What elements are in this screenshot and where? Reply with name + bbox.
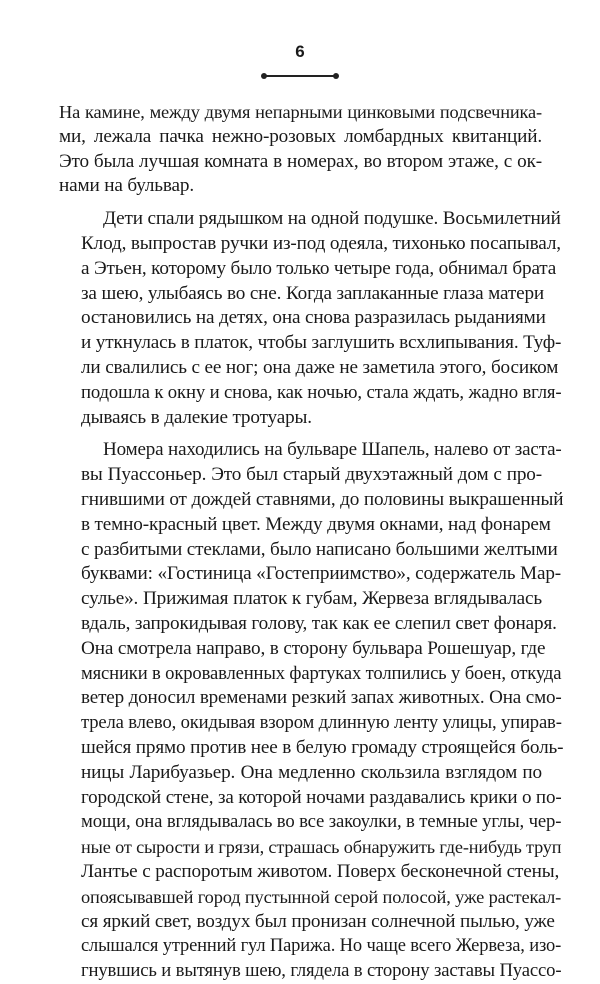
text-line: ли свалились с ее ног; она даже не заметила этого, босиком: [81, 356, 559, 378]
text-line: вы Пуассоньер. Это был старый двухэтажный дом с про-: [81, 464, 542, 486]
text-body: [59, 100, 564, 984]
paragraph-2: [59, 207, 562, 430]
text-line: мясники в окровавленных фартуках толпились у боен, откуда: [81, 662, 562, 684]
page-number: 6: [295, 42, 305, 61]
text-line: гнувшись и вытянув шею, глядела в сторону заставы Пуассо-: [81, 960, 562, 982]
rule-end-dot: [333, 73, 339, 79]
text-line: слышался утренний гул Парижа. Но чаще всего Жервеза, изо-: [81, 936, 562, 957]
text-line: дываясь в далекие тротуары.: [81, 406, 312, 428]
text-line: трела влево, окидывая взором длинную ленту улицы, упирав-: [81, 712, 562, 734]
rule-end-dot: [261, 73, 267, 79]
text-line: Дети спали рядышком на одной подушке. Восьмилетний: [103, 208, 561, 230]
text-line: с разбитыми стеклами, было написано большими желтыми: [81, 538, 558, 560]
text-line: остановились на детях, она снова разразилась рыданиями: [81, 307, 546, 329]
text-line: вдаль, запрокидывая голову, так как ее слепил свет фонаря.: [81, 612, 557, 634]
text-line: городской стене, за которой ночами раздавались крики о по-: [81, 786, 562, 808]
text-line: нами на бульвар.: [59, 175, 194, 197]
text-line: гнившими от дождей ставнями, до половины выкрашенный: [81, 488, 564, 510]
text-line: в темно-красный цвет. Между двумя окнами, над фонарем: [81, 513, 551, 535]
text-line: сулье». Прижимая платок к губам, Жервеза вглядывалась: [81, 588, 542, 610]
text-line: Это была лучшая комната в номерах, во втором этаже, с ок-: [59, 150, 542, 172]
text-line: мощи, она вглядывалась во все закоулки, в темные углы, чер-: [81, 811, 562, 833]
paragraph-3: [59, 438, 564, 984]
text-line: буквами: «Гостиница «Гостеприимство», содержатель Мар-: [81, 563, 561, 585]
text-line: опоясывавшей город пустынной серой полосой, уже растекал-: [81, 886, 562, 907]
text-line: Лантье с распоротым животом. Поверх бесконечной стены,: [81, 860, 560, 882]
text-line: шейся прямо против нее в белую громаду строящейся боль-: [81, 736, 564, 758]
text-line: за шею, улыбаясь во сне. Когда заплаканные глаза матери: [81, 282, 545, 304]
text-line: Клод, выпростав ручки из-под одеяла, тихонько посапывал,: [81, 232, 561, 254]
text-line: ные от сырости и грязи, страшась обнаружить где-нибудь труп: [81, 837, 562, 858]
text-line: Она смотрела направо, в сторону бульвара Рошешуар, где: [81, 637, 546, 659]
text-line: ницы Ларибуазьер. Она медленно скользила взглядом по: [81, 761, 542, 783]
text-line: а Этьен, которому было только четыре года, обнимал брата: [81, 257, 557, 279]
header-ornament-rule: [264, 75, 336, 77]
text-line: ми, лежала пачка нежно-розовых ломбардных квитанций.: [59, 125, 542, 147]
text-line: ся яркий свет, воздух был пронизан солнечной пылью, уже: [81, 910, 555, 932]
page-header: [0, 42, 600, 77]
paragraph-1: [59, 100, 542, 199]
text-line: подошла к окну и снова, как ночью, стала ждать, жадно вгля-: [81, 381, 562, 403]
text-line: и уткнулась в платок, чтобы заглушить всхлипывания. Туф-: [81, 332, 562, 354]
text-line: ветер доносил временами резкий запах животных. Она смо-: [81, 687, 562, 709]
text-line: Номера находились на бульваре Шапель, налево от заста-: [103, 439, 562, 461]
text-line: На камине, между двумя непарными цинковыми подсвечника-: [59, 102, 542, 122]
